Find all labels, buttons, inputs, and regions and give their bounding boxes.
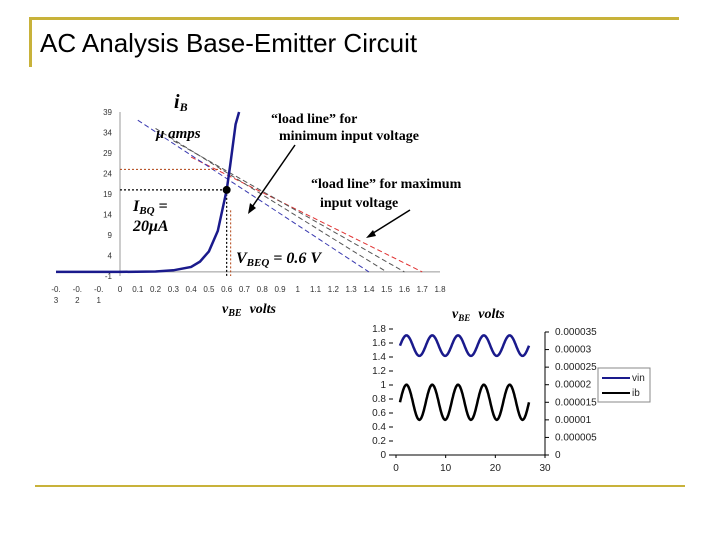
x-tick-label: 0.8 <box>256 285 268 294</box>
load-line-max-label-2: input voltage <box>320 196 399 211</box>
inset-left-tick-label: 0.2 <box>372 436 386 447</box>
x-tick-label: 0.7 <box>238 285 251 294</box>
x-tick-label-digit: 3 <box>53 296 59 305</box>
ibq-value-label: 20μA <box>133 218 169 235</box>
x-tick-label: -0. <box>72 285 83 294</box>
load-line-max-label-1: “load line” for maximum <box>311 177 462 192</box>
x-tick-label: 1.4 <box>363 285 375 294</box>
inset-right-tick-label: 0.00001 <box>555 414 592 426</box>
inset-left-tick-label: 0 <box>380 450 386 461</box>
inset-left-tick-label: 1.2 <box>372 366 386 377</box>
inset-left-tick-label: 1.6 <box>372 338 386 349</box>
inset-right-tick-label: 0.000015 <box>555 397 597 409</box>
inset-left-tick-label: 0.6 <box>372 408 386 419</box>
x-tick-label: -0. <box>51 285 61 294</box>
x-tick-label: 1.7 <box>416 285 428 294</box>
y-tick-label: 19 <box>103 190 112 199</box>
inset-left-tick-label: 1.8 <box>372 324 386 335</box>
inset-right-tick-label: 0.000025 <box>555 362 597 374</box>
y-tick-label: -1 <box>104 272 112 281</box>
inset-left-tick-label: 1.4 <box>372 352 386 363</box>
inset-right-tick-label: 0.000005 <box>555 432 597 444</box>
inset-x-tick-label: 20 <box>489 463 501 474</box>
x-axis-label: $v_{BE}$ volts <box>222 302 277 319</box>
inset-x-tick-label: 0 <box>393 463 399 474</box>
y-tick-label: 34 <box>103 128 112 138</box>
y-tick-label: 4 <box>107 251 112 261</box>
x-tick-label: -0. <box>93 285 104 294</box>
y-tick-label: 9 <box>107 231 112 240</box>
x-tick-label: 1.3 <box>345 285 357 294</box>
x-tick-label: 0.2 <box>149 285 162 294</box>
x-tick-label: 1.1 <box>309 285 322 294</box>
inset-x-tick-label: 30 <box>539 463 551 474</box>
legend-vin-label: vin <box>632 373 645 384</box>
x-tick-label-digit: 2 <box>75 296 80 305</box>
inset-x-tick-label: 10 <box>440 463 452 474</box>
inset-right-tick-label: 0.00003 <box>555 344 592 356</box>
x-tick-label: 1.8 <box>434 285 446 294</box>
x-tick-label: 0.9 <box>274 285 286 294</box>
y-tick-label: 24 <box>103 169 112 179</box>
x-tick-label: 1.6 <box>398 285 411 294</box>
x-tick-label: 1.5 <box>381 285 393 294</box>
x-tick-label: 1.2 <box>327 285 339 294</box>
x-tick-label: 1 <box>295 285 301 294</box>
inset-right-tick-label: 0.00002 <box>555 379 592 391</box>
ib-unit-label: μ amps <box>156 126 201 142</box>
ib-label: iB <box>174 91 188 114</box>
x-tick-label: 0.3 <box>167 285 179 294</box>
y-tick-label: 39 <box>103 108 112 117</box>
x-tick-label: 0.4 <box>185 285 197 294</box>
y-tick-label: 14 <box>103 210 112 220</box>
inset-right-tick-label: 0.000035 <box>555 327 597 338</box>
x-tick-label-digit: 1 <box>96 296 101 305</box>
load-line-min-label-1: “load line” for <box>271 112 358 127</box>
x-tick-label: 0.5 <box>203 285 215 294</box>
slide-title: AC Analysis Base-Emitter Circuit <box>40 28 418 58</box>
inset-legend <box>598 368 650 402</box>
ibq-label: IBQ = <box>133 198 168 217</box>
load-line-min-label-2: minimum input voltage <box>279 129 420 144</box>
inset-right-tick-label: 0 <box>555 450 561 461</box>
x-tick-label: 0.6 <box>221 285 233 294</box>
x-tick-label: 0.1 <box>132 285 144 294</box>
legend-ib-label: ib <box>632 388 640 399</box>
vbeq-label: VBEQ = 0.6 V <box>236 250 322 269</box>
y-tick-label: 29 <box>103 149 112 158</box>
x-tick-label: 0 <box>117 285 123 294</box>
inset-title: $v_{BE}$ volts <box>452 307 505 323</box>
inset-left-tick-label: 0.4 <box>372 422 386 433</box>
inset-left-tick-label: 0.8 <box>372 394 386 405</box>
inset-left-tick-label: 1 <box>380 380 386 391</box>
